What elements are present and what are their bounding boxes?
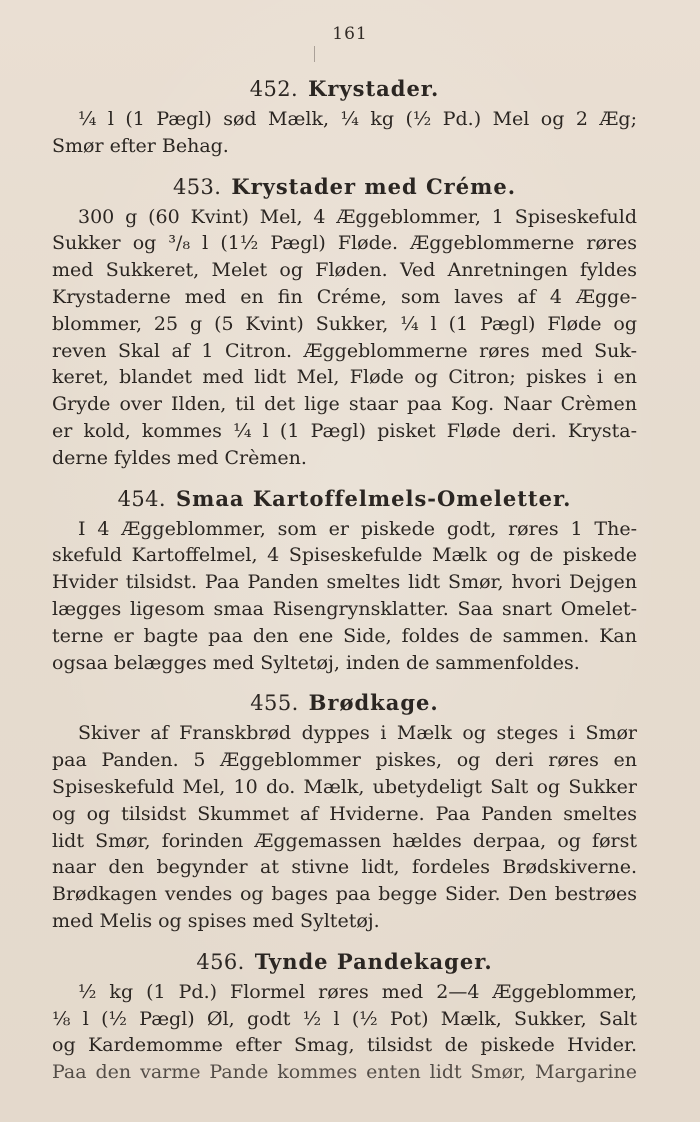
text-line: er kold, kommes ¼ l (1 Pægl) pisket Fløde deri. Krysta-	[52, 419, 637, 442]
recipe-title: Brødkage.	[308, 690, 439, 716]
page-number: 161	[332, 24, 368, 44]
text-line: lidt Smør, forinden Æggemassen hældes derpaa, og først	[52, 829, 637, 852]
text-line: Sukker og ³/₈ l (1½ Pægl) Fløde. Æggeblommerne røres	[52, 232, 637, 255]
text-line: ogsaa belægges med Syltetøj, inden de sammenfoldes.	[52, 651, 580, 674]
text-line: Krystaderne med en fin Créme, som laves af 4 Ægge-	[52, 285, 637, 308]
text-line: Spiseskefuld Mel, 10 do. Mælk, ubetydeligt Salt og Sukker	[52, 775, 637, 798]
recipe-heading	[52, 172, 637, 202]
text-line: 300 g (60 Kvint) Mel, 4 Æggeblommer, 1 Spiseskefuld	[78, 205, 637, 228]
recipe-number: 454.	[117, 486, 166, 511]
text-line: blommer, 25 g (5 Kvint) Sukker, ¼ l (1 Pægl) Fløde og	[52, 312, 637, 335]
text-line: med Sukkeret, Melet og Fløden. Ved Anretningen fyldes	[52, 259, 637, 282]
text-line: og Kardemomme efter Smag, tilsidst de piskede Hvider.	[52, 1034, 637, 1057]
text-line: med Melis og spises med Syltetøj.	[52, 909, 380, 932]
recipe-text-block	[52, 74, 637, 1098]
text-line: Smør efter Behag.	[52, 134, 229, 157]
recipe-455	[52, 688, 637, 934]
text-line: Paa den varme Pande kommes enten lidt Smør, Margarine	[52, 1061, 637, 1084]
text-line: Hvider tilsidst. Paa Panden smeltes lidt Smør, hvori Dejgen	[52, 571, 637, 594]
recipe-number: 453.	[172, 174, 222, 199]
print-mark	[314, 46, 315, 62]
recipe-heading	[52, 688, 637, 718]
recipe-title: Krystader.	[308, 76, 440, 101]
recipe-number: 452.	[249, 77, 299, 101]
recipe-456	[52, 947, 637, 1086]
recipe-title: Krystader med Créme.	[231, 173, 517, 199]
recipe-452	[52, 74, 637, 160]
recipe-number: 456.	[196, 949, 245, 974]
text-line: ¼ l (1 Pægl) sød Mælk, ¼ kg (½ Pd.) Mel og 2 Æg;	[78, 108, 637, 130]
text-line: lægges ligesom smaa Risengrynsklatter. Saa snart Omelet-	[52, 597, 637, 620]
text-line: reven Skal af 1 Citron. Æggeblommerne røres med Suk-	[52, 339, 637, 362]
recipe-454	[52, 484, 637, 677]
text-line: derne fyldes med Crèmen.	[52, 446, 307, 469]
text-line: paa Panden. 5 Æggeblommer piskes, og deri røres en	[52, 749, 637, 772]
text-line: Gryde over Ilden, til det lige staar paa Kog. Naar Crèmen	[52, 393, 637, 416]
text-line: skefuld Kartoffelmel, 4 Spiseskefulde Mælk og de piskede	[52, 544, 637, 567]
text-line: I 4 Æggeblommer, som er piskede godt, røres 1 The-	[78, 517, 637, 540]
text-line: ½ kg (1 Pd.) Flormel røres med 2—4 Æggeblommer,	[78, 980, 637, 1003]
recipe-heading	[52, 947, 637, 977]
text-line: keret, blandet med lidt Mel, Fløde og Citron; piskes i en	[52, 366, 637, 389]
text-line: terne er bagte paa den ene Side, foldes de sammen. Kan	[52, 624, 637, 647]
recipe-title: Smaa Kartoffelmels-Omeletter.	[175, 485, 572, 511]
text-line: og og tilsidst Skummet af Hviderne. Paa Panden smeltes	[52, 802, 637, 825]
recipe-number: 455.	[250, 691, 299, 716]
text-line: Skiver af Franskbrød dyppes i Mælk og steges i Smør	[78, 722, 637, 745]
text-line: ⅛ l (½ Pægl) Øl, godt ½ l (½ Pot) Mælk, Sukker, Salt	[52, 1007, 637, 1030]
recipe-title: Tynde Pandekager.	[254, 948, 493, 974]
recipe-heading	[52, 74, 637, 104]
recipe-heading	[52, 484, 637, 514]
text-line: naar den begynder at stivne lidt, fordeles Brødskiverne.	[52, 856, 637, 879]
recipe-453	[52, 172, 637, 472]
text-line: Brødkagen vendes og bages paa begge Sider. Den bestrøes	[52, 883, 637, 906]
